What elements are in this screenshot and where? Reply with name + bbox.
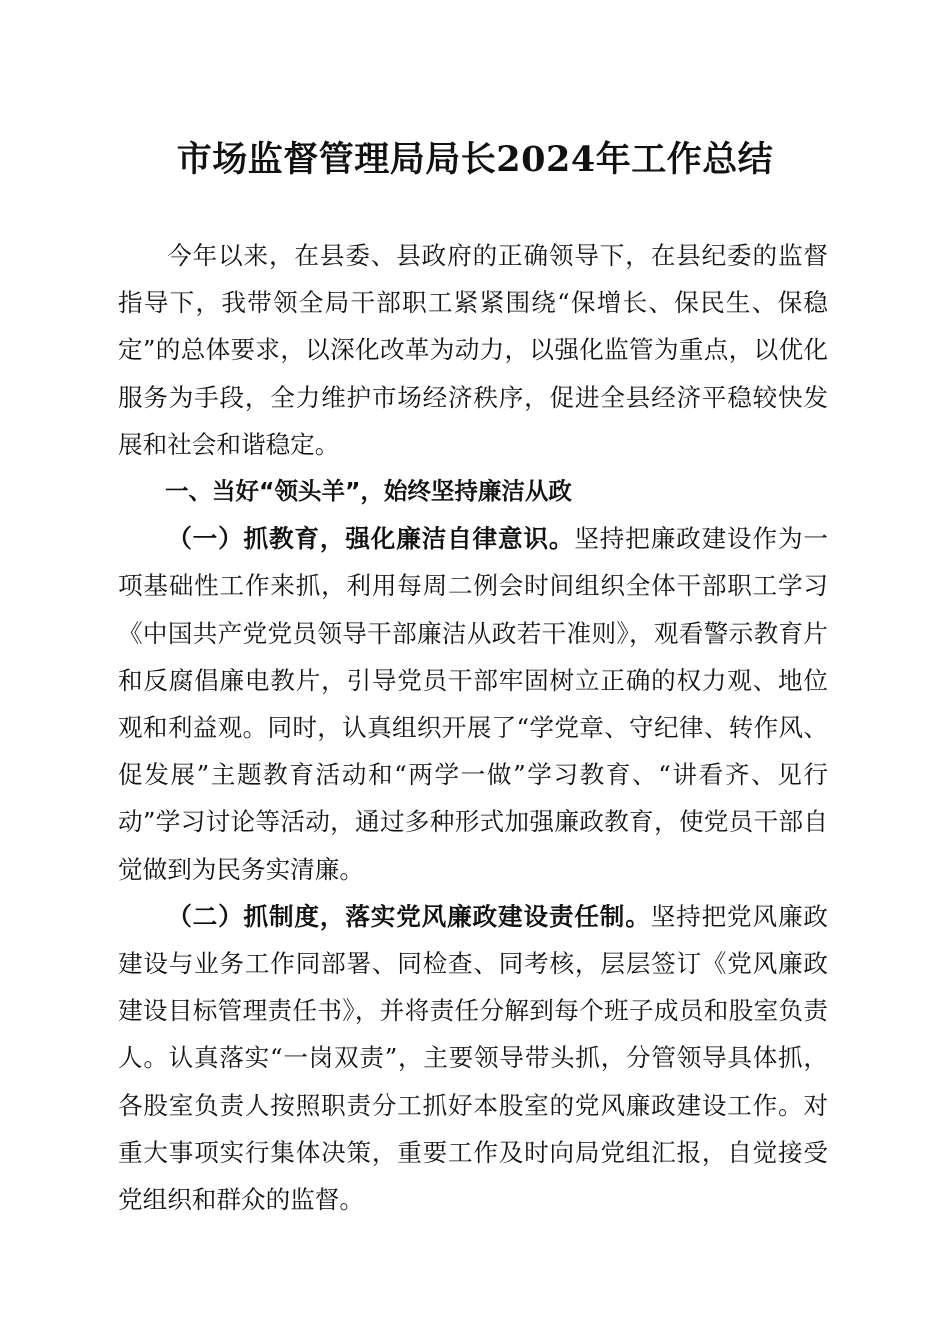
subsection-lead-2: （二）抓制度，落实党风廉政建设责任制。 (167, 901, 651, 931)
subsection-paragraph-2 (118, 893, 828, 1223)
subsection-text-1: 坚持把廉政建设作为一项基础性工作来抓，利用每周二例会时间组织全体干部职工学习《中国共产党党员领导干部廉洁从政若干准则》，观看警示教育片和反腐倡廉电教片，引导党员干部牢固树立正确的权力观、地位观和利益观。同时，认真组织开展了“学党章、守纪律、转作风、促发展”主题教育活动和“两学一做”学习教育、“讲看齐、见行动”学习讨论等活动，通过多种形式加强廉政教育，使党员干部自觉做到为民务实清廉。 (118, 524, 828, 884)
intro-paragraph: 今年以来，在县委、县政府的正确领导下，在县纪委的监督指导下，我带领全局干部职工紧紧围绕“保增长、保民生、保稳定”的总体要求，以深化改革为动力，以强化监管为重点，以优化服务为手段，全力维护市场经济秩序，促进全县经济平稳较快发展和社会和谐稳定。 (118, 241, 828, 459)
section-heading: 一、当好“领头羊”，始终坚持廉洁从政 (165, 477, 572, 506)
subsection-text-2: 坚持把党风廉政建设与业务工作同部署、同检查、同考核，层层签订《党风廉政建设目标管理责任书》，并将责任分解到每个班子成员和股室负责人。认真落实“一岗双责”，主要领导带头抓，分管领导具体抓，各股室负责人按照职责分工抓好本股室的党风廉政建设工作。对重大事项实行集体决策，重要工作及时向局党组汇报，自觉接受党组织和群众的监督。 (118, 901, 828, 1215)
document-title: 市场监督管理局局长2024年工作总结 (176, 139, 774, 180)
subsection-lead-1: （一）抓教育，强化廉洁自律意识。 (167, 524, 575, 554)
subsection-paragraph-1 (118, 515, 828, 893)
document-body (118, 232, 828, 1223)
